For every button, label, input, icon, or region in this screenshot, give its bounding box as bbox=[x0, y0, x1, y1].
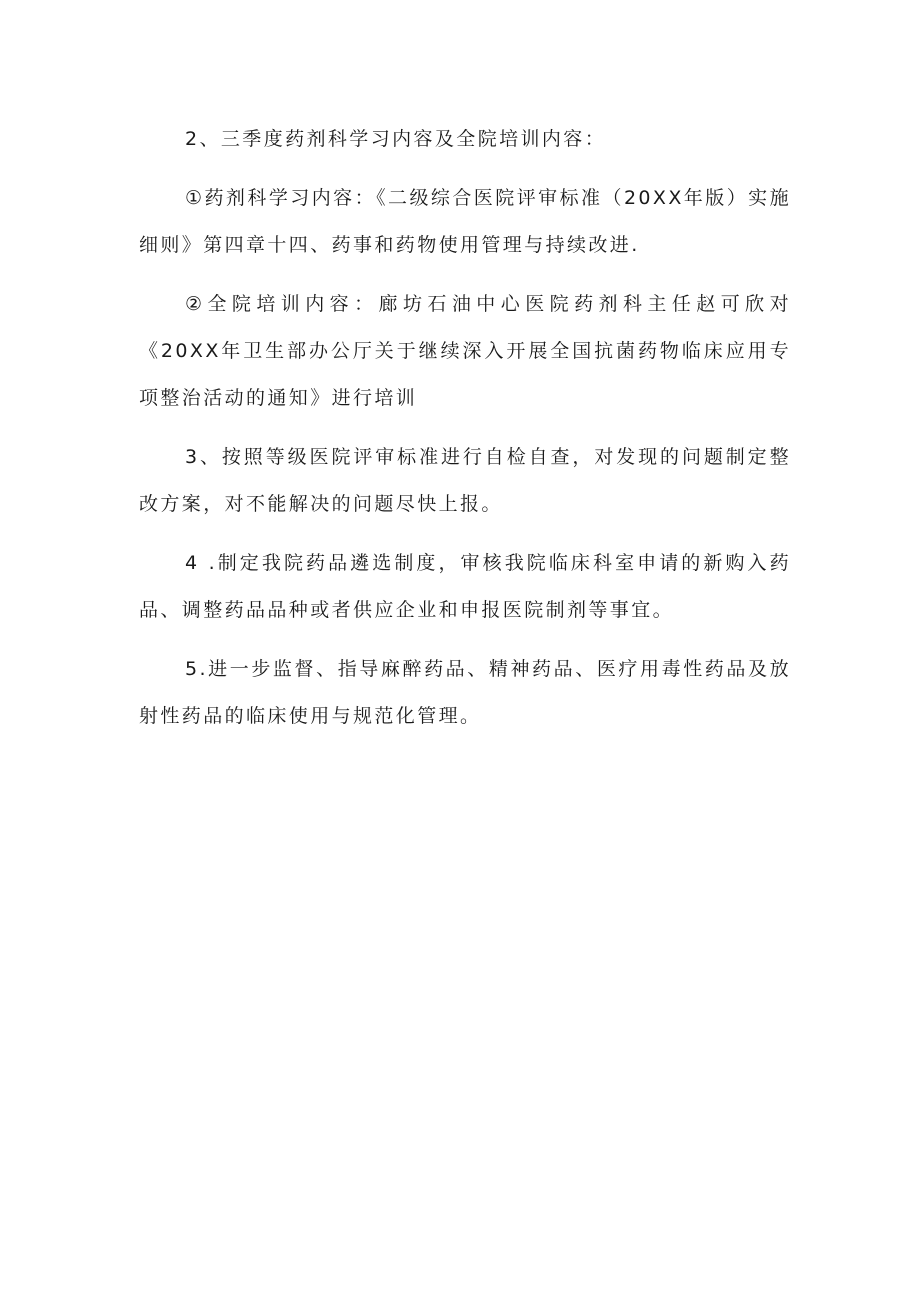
document-body bbox=[139, 116, 791, 752]
paragraph-training-content: 2、三季度药剂科学习内容及全院培训内容： bbox=[185, 128, 607, 150]
paragraph-drug-selection: 4 .制定我院药品遴选制度，审核我院临床科室申请的新购入药品、调整药品品种或者供应企业和申报医院制剂等事宜。 bbox=[139, 552, 791, 621]
paragraph-supervision: 5.进一步监督、指导麻醉药品、精神药品、医疗用毒性药品及放射性药品的临床使用与规范化管理。 bbox=[139, 658, 791, 727]
paragraph-hospital-training: ②全院培训内容：廊坊石油中心医院药剂科主任赵可欣对《20XX年卫生部办公厅关于继续深入开展全国抗菌药物临床应用专项整治活动的通知》进行培训 bbox=[139, 293, 791, 409]
paragraph-pharmacy-study: ①药剂科学习内容：《二级综合医院评审标准（20XX年版）实施细则》第四章十四、药事和药物使用管理与持续改进. bbox=[139, 187, 791, 256]
paragraph-self-inspection: 3、按照等级医院评审标准进行自检自查，对发现的问题制定整改方案，对不能解决的问题尽快上报。 bbox=[139, 446, 791, 515]
